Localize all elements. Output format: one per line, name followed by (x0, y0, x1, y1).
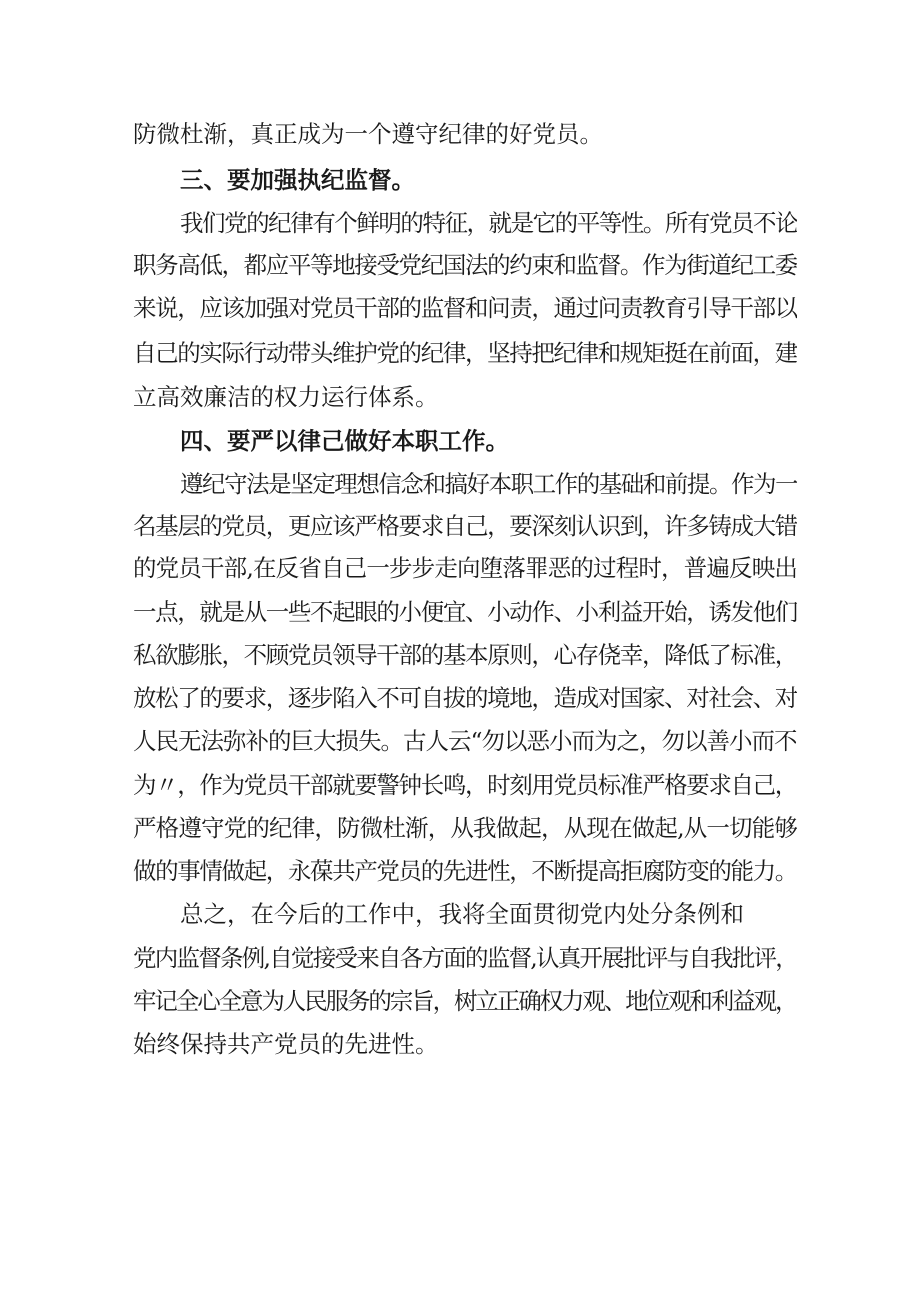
text-line: 放松了的要求，逐步陷入不可自拔的境地，造成对国家、对社会、对 (133, 684, 797, 712)
text-line: 一点，就是从一些不起眼的小便宜、小动作、小利益开始，诱发他们 (133, 598, 797, 626)
text-line: 的党员干部,在反省自己一步步走向堕落罪恶的过程时，普遍反映出 (133, 554, 797, 582)
text-line: 做的事情做起，永葆共产党员的先进性，不断提高拒腐防变的能力。 (133, 857, 797, 885)
text-line: 来说，应该加强对党员干部的监督和问责，通过问责教育引导干部以 (133, 294, 797, 322)
text-line: 严格遵守党的纪律，防微杜渐，从我做起，从现在做起,从一切能够 (133, 814, 797, 842)
text-line: 我们党的纪律有个鲜明的特征，就是它的平等性。所有党员不论 (180, 209, 797, 237)
text-line: 人民无法弥补的巨大损失。古人云“勿以恶小而为之，勿以善小而不 (133, 727, 797, 755)
text-line: 总之，在今后的工作中，我将全面贯彻党内处分条例和 (180, 900, 744, 928)
text-line: 私欲膨胀，不顾党员领导干部的基本原则，心存侥幸，降低了标准， (133, 641, 797, 669)
section-heading: 三、要加强执纪监督。 (180, 166, 415, 194)
text-line: 牢记全心全意为人民服务的宗旨，树立正确权力观、地位观和利益观， (133, 987, 797, 1015)
text-line: 党内监督条例,自觉接受来自各方面的监督,认真开展批评与自我批评， (133, 944, 797, 972)
text-line: 为〃，作为党员干部就要警钟长鸣，时刻用党员标准严格要求自己， (133, 771, 797, 799)
text-line: 自己的实际行动带头维护党的纪律，坚持把纪律和规矩挺在前面，建 (133, 339, 797, 367)
text-line: 立高效廉洁的权力运行体系。 (133, 383, 439, 411)
text-line: 防微杜渐，真正成为一个遵守纪律的好党员。 (133, 120, 603, 148)
section-heading: 四、要严以律己做好本职工作。 (180, 427, 509, 455)
text-line: 始终保持共产党员的先进性。 (133, 1030, 439, 1058)
text-line: 职务高低，都应平等地接受党纪国法的约束和监督。作为街道纪工委 (133, 251, 797, 279)
text-line: 遵纪守法是坚定理想信念和搞好本职工作的基础和前提。作为一 (180, 470, 797, 498)
text-line: 名基层的党员，更应该严格要求自己，要深刻认识到，许多铸成大错 (133, 512, 797, 540)
